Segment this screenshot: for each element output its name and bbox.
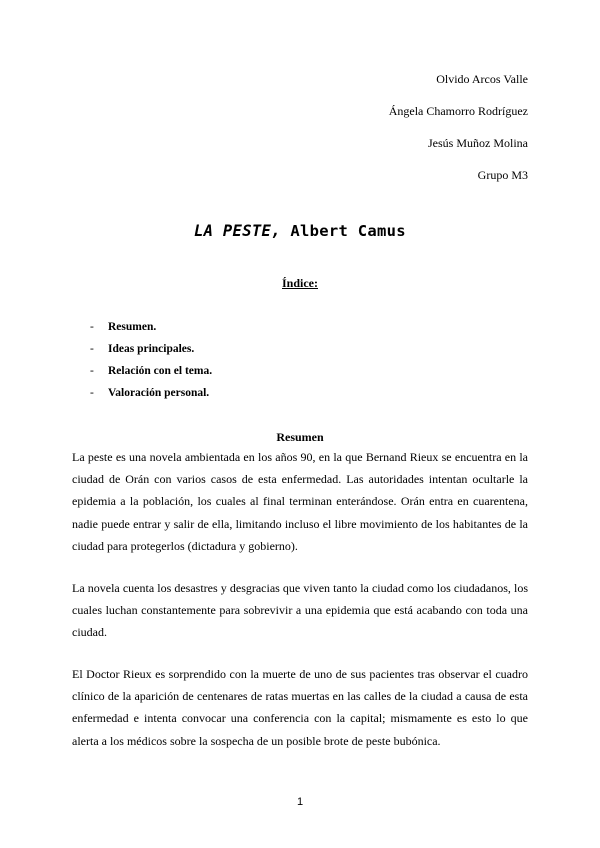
list-dash: - [90, 365, 94, 377]
summary-paragraph: La peste es una novela ambientada en los años 90, en la que Bernand Rieux se encuentra en la ciudad de Orán con varios casos de esta enfermedad. Las autoridades intentan ocultarle la epidemia a la población, los cuales al final terminan enterándose. Orán entra en cuarentena, nadie puede entrar y salir de ella, limitando incluso el libre movimiento de los habitantes de la ciudad para protegerlos (dictadura y gobierno). [72, 450, 528, 553]
index-item [90, 360, 212, 382]
author-name: Jesús Muñoz Molina [428, 136, 528, 150]
list-dash: - [90, 321, 94, 333]
index-item-label: Relación con el tema. [108, 365, 213, 377]
summary-paragraph: La novela cuenta los desastres y desgracias que viven tanto la ciudad como los ciudadanos, los cuales luchan constantemente para sobrevivir a una epidemia que está acabando con toda una ciudad. [72, 581, 528, 640]
index-heading: Índice: [282, 276, 318, 290]
list-dash: - [90, 343, 94, 355]
index-item [90, 382, 212, 404]
author-block [389, 68, 528, 196]
index-item-label: Ideas principales. [108, 343, 195, 355]
title-author: Albert Camus [290, 222, 406, 240]
list-dash: - [90, 387, 94, 399]
index-list [90, 316, 212, 404]
index-item [90, 316, 212, 338]
index-item-label: Valoración personal. [108, 387, 210, 399]
document-title [0, 222, 600, 240]
index-item [90, 338, 212, 360]
page-number: 1 [296, 796, 304, 808]
group-label: Grupo M3 [477, 168, 528, 182]
index-item-label: Resumen. [108, 321, 157, 333]
author-name: Ángela Chamorro Rodríguez [388, 104, 528, 118]
title-book: LA PESTE, [194, 222, 281, 240]
author-name: Olvido Arcos Valle [436, 72, 528, 86]
summary-paragraph: El Doctor Rieux es sorprendido con la muerte de uno de sus pacientes tras observar el cuadro clínico de la aparición de centenares de ratas muertas en las calles de la ciudad a causa de esta enfermedad e intenta convocar una conferencia con la capital; mismamente es esto lo que alerta a los médicos sobre la sospecha de un posible brote de peste bubónica. [72, 667, 528, 748]
section-heading-summary: Resumen [276, 430, 324, 444]
